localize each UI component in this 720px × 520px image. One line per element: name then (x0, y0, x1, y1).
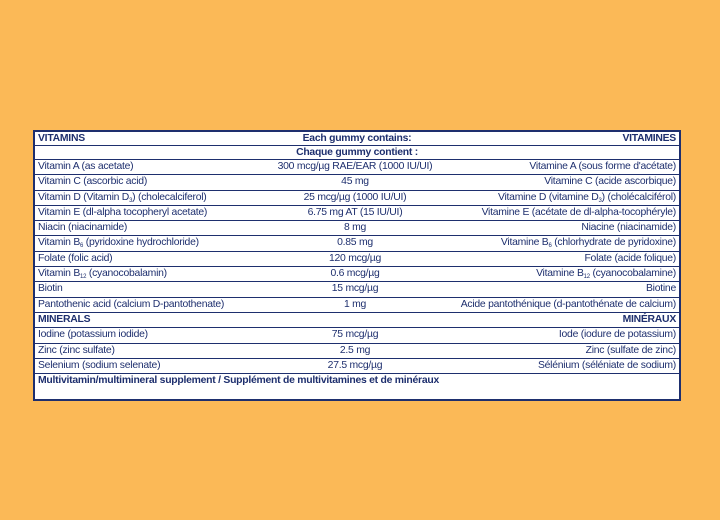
nutrient-name-fr (482, 208, 676, 218)
nutrient-name-en (38, 269, 167, 279)
nutrient-name-en-main: Vitamin D (Vitamin D (38, 191, 130, 203)
nutrient-name-fr-rest: ) (cholécalciférol) (601, 191, 676, 203)
nutrient-name-en-subscript: 12 (80, 274, 87, 281)
nutrient-name-fr-subscript: 6 (548, 243, 552, 250)
each-gummy-heading: Each gummy contains: (302, 133, 412, 144)
nutrient-amount: 6.75 mg AT (15 IU/UI) (307, 206, 403, 218)
nutrient-row (35, 282, 679, 297)
nutrient-name-fr-main: Vitamine E (acétate de dl-alpha-tocophéryle) (481, 206, 676, 218)
nutrient-name-fr-main: Vitamine D (vitamine D (497, 191, 599, 203)
vitamines-heading: VITAMINES (622, 133, 676, 144)
nutrient-name-fr (646, 284, 676, 294)
mineral-row (35, 344, 679, 359)
nutrient-row (35, 206, 679, 221)
mineral-name-fr: Zinc (sulfate de zinc) (585, 344, 676, 356)
nutrient-name-en-subscript: 6 (80, 243, 84, 250)
nutrient-name-fr-rest: (chlorhydrate de pyridoxine) (551, 237, 676, 249)
nutrient-name-en (38, 177, 147, 187)
supplement-facts-panel (33, 130, 681, 401)
nutrient-amount: 0.6 mcg/µg (330, 268, 380, 280)
nutrient-name-en-main: Folate (folic acid) (38, 252, 113, 264)
nutrient-amount: 15 mcg/µg (331, 283, 379, 295)
nutrient-amount: 45 mg (341, 176, 369, 188)
nutrient-name-fr-subscript: 3 (598, 197, 602, 204)
mineral-name-en: Iodine (potassium iodide) (38, 329, 148, 341)
header-row (35, 132, 679, 146)
nutrient-name-fr (529, 162, 676, 172)
vitamins-heading: VITAMINS (38, 133, 85, 144)
nutrient-name-en-main: Vitamin A (as acetate) (38, 161, 134, 172)
nutrient-name-en (38, 238, 199, 248)
nutrient-name-fr-main: Vitamine B (500, 237, 549, 249)
nutrient-row (35, 221, 679, 236)
mineral-amount: 27.5 mcg/µg (327, 359, 383, 371)
nutrient-name-en-main: Vitamin B (38, 268, 81, 280)
nutrient-row (35, 160, 679, 175)
nutrient-name-fr (581, 223, 676, 233)
nutrient-name-fr-main: Biotine (645, 283, 676, 295)
footer-row (35, 374, 679, 389)
nutrient-amount: 1 mg (343, 298, 367, 310)
nutrient-name-en (38, 300, 224, 310)
mineral-name-en: Zinc (zinc sulfate) (38, 344, 115, 356)
minerals-header-row (35, 313, 679, 328)
nutrient-name-en-main: Vitamin E (dl-alpha tocopheryl acetate) (38, 206, 208, 218)
nutrient-name-fr-main: Vitamine C (acide ascorbique) (544, 176, 676, 188)
nutrient-name-fr-subscript: 12 (583, 274, 590, 281)
nutrient-name-en (38, 193, 207, 203)
nutrient-name-fr (501, 238, 676, 248)
vitamin-rows (35, 160, 679, 313)
mineraux-heading: MINÉRAUX (622, 313, 676, 325)
nutrient-amount: 8 mg (343, 222, 367, 234)
nutrient-name-fr-main: Vitamine B (536, 268, 584, 280)
mineral-name-fr: Sélénium (séléniate de sodium) (537, 359, 676, 371)
mineral-amount: 2.5 mg (339, 344, 371, 356)
nutrient-amount: 300 mcg/µg RAE/EAR (1000 IU/UI) (277, 161, 433, 172)
nutrient-amount: 120 mcg/µg (328, 252, 381, 264)
nutrient-name-en-subscript: 3 (129, 197, 133, 204)
nutrient-name-en-rest: ) (cholecalciferol) (132, 191, 207, 203)
nutrient-name-en-main: Vitamin C (ascorbic acid) (38, 176, 148, 188)
nutrient-name-en (38, 162, 133, 172)
nutrient-row (35, 236, 679, 251)
nutrient-name-fr-rest: (cyanocobalamine) (589, 268, 676, 280)
minerals-heading: MINERALS (38, 313, 91, 325)
nutrient-row (35, 175, 679, 190)
nutrient-name-en (38, 208, 207, 218)
nutrient-name-en-rest: (pyridoxine hydrochloride) (83, 237, 199, 249)
nutrient-name-en-main: Biotin (38, 283, 63, 295)
nutrient-name-en (38, 284, 63, 294)
nutrient-name-en-main: Niacin (niacinamide) (38, 222, 128, 234)
nutrient-row (35, 252, 679, 267)
mineral-amount: 75 mcg/µg (331, 329, 379, 341)
nutrient-name-fr-main: Niacine (niacinamide) (581, 222, 676, 234)
nutrient-name-fr (544, 177, 676, 187)
nutrient-row (35, 267, 679, 282)
nutrient-amount: 0.85 mg (337, 237, 373, 249)
mineral-name-en: Selenium (sodium selenate) (38, 359, 161, 371)
nutrient-amount: 25 mcg/µg (1000 IU/UI) (303, 191, 407, 203)
nutrient-row (35, 191, 679, 206)
nutrient-name-fr (498, 193, 676, 203)
nutrient-name-fr-main: Acide pantothénique (d-pantothénate de calcium) (460, 298, 676, 310)
nutrient-name-fr-main: Vitamine A (sous forme d'acétate) (529, 161, 676, 172)
mineral-rows (35, 328, 679, 374)
nutrient-name-en-main: Pantothenic acid (calcium D-pantothenate) (38, 298, 225, 310)
nutrient-row (35, 298, 679, 313)
mineral-name-fr: Iode (iodure de potassium) (558, 329, 676, 341)
nutrient-name-fr (584, 254, 676, 264)
nutrient-name-fr (461, 300, 676, 310)
footer-text: Multivitamin/multimineral supplement / Supplément de multivitamines et de minéraux (38, 375, 439, 387)
mineral-row (35, 359, 679, 374)
nutrient-name-en-main: Vitamin B (38, 237, 81, 249)
nutrient-name-fr-main: Folate (acide folique) (584, 252, 676, 264)
nutrient-name-en-rest: (cyanocobalamin) (86, 268, 167, 280)
mineral-row (35, 328, 679, 343)
chaque-gummy-heading: Chaque gummy contient : (296, 147, 418, 158)
header-subrow (35, 146, 679, 160)
nutrient-name-en (38, 223, 127, 233)
nutrient-name-en (38, 254, 112, 264)
nutrient-name-fr (536, 269, 676, 279)
